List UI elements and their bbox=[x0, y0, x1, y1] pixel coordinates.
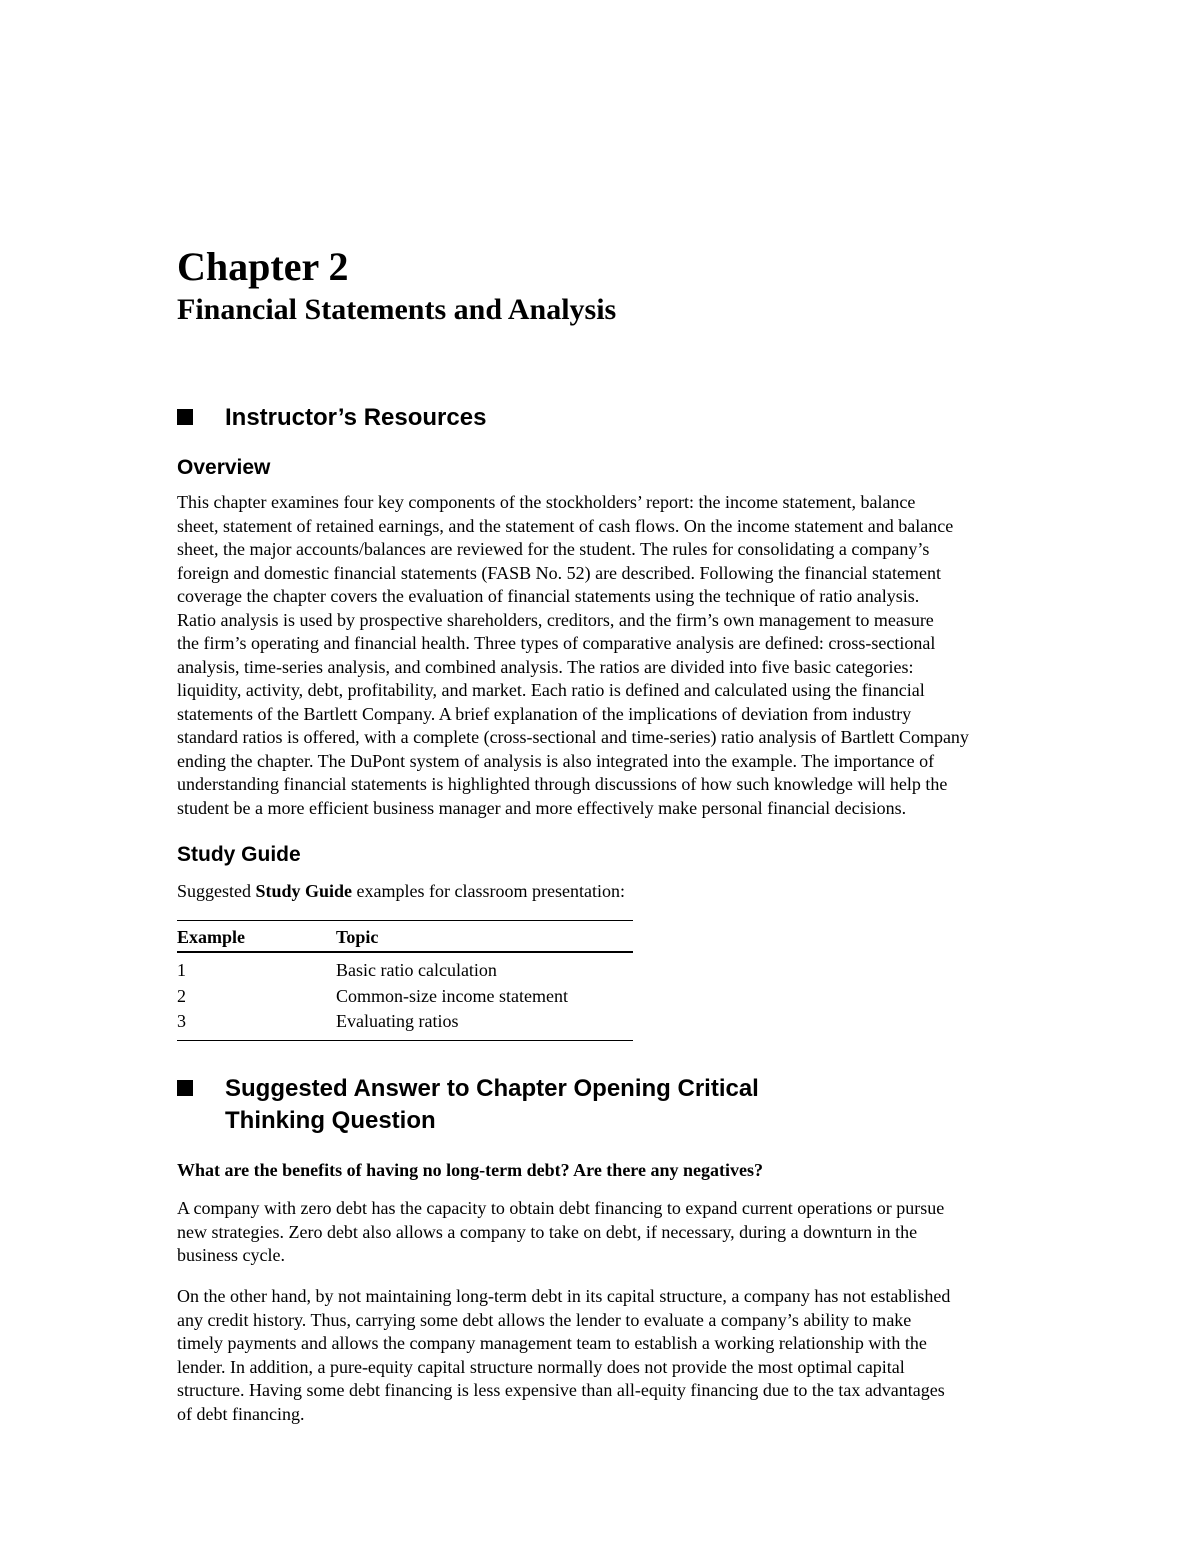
document-page bbox=[177, 0, 1107, 1553]
critical-thinking-question: What are the benefits of having no long-term debt? Are there any negatives? bbox=[177, 1160, 763, 1180]
paragraph-line: Ratio analysis is used by prospective shareholders, creditors, and the firm’s own management to measure bbox=[177, 609, 934, 630]
section-heading-text bbox=[225, 1073, 759, 1137]
overview-paragraph bbox=[177, 491, 1102, 820]
study-guide-intro bbox=[177, 880, 1102, 904]
table-row bbox=[177, 1009, 633, 1040]
paragraph-line: foreign and domestic financial statements (FASB No. 52) are described. Following the financial statement bbox=[177, 562, 941, 583]
section-heading-critical-thinking bbox=[177, 1073, 759, 1137]
study-guide-heading: Study Guide bbox=[177, 843, 301, 866]
paragraph-line: standard ratios is offered, with a complete (cross-sectional and time-series) ratio analysis of Bartlett Company bbox=[177, 727, 969, 747]
paragraph-line: sheet, statement of retained earnings, and the statement of cash flows. On the income statement and balance bbox=[177, 515, 954, 536]
paragraph-line: structure. Having some debt financing is less expensive than all-equity financing due to the tax advantages bbox=[177, 1380, 945, 1400]
chapter-number: Chapter 2 bbox=[177, 244, 349, 289]
paragraph-line: A company with zero debt has the capacity to obtain debt financing to expand current operations or pursue bbox=[177, 1198, 945, 1218]
paragraph-line: This chapter examines four key components of the stockholders’ report: the income statement, balance bbox=[177, 492, 916, 512]
study-guide-table bbox=[177, 920, 633, 1041]
section-heading-text: Instructor’s Resources bbox=[225, 404, 487, 431]
paragraph-line: On the other hand, by not maintaining long-term debt in its capital structure, a company has not established bbox=[177, 1286, 951, 1306]
paragraph-line: coverage the chapter covers the evaluation of financial statements using the technique of ratio analysis. bbox=[177, 586, 920, 606]
table-cell-topic: Evaluating ratios bbox=[336, 1009, 633, 1040]
study-guide-intro-bold: Study Guide bbox=[255, 881, 353, 901]
study-guide-intro-prefix: Suggested bbox=[177, 881, 256, 901]
table-cell-example: 3 bbox=[177, 1009, 336, 1040]
paragraph-line: understanding financial statements is highlighted through discussions of how such knowledge will help the bbox=[177, 774, 948, 794]
table-header-topic: Topic bbox=[336, 921, 633, 953]
table-row bbox=[177, 984, 633, 1010]
table-cell-example: 2 bbox=[177, 985, 186, 1006]
paragraph-line: the firm’s operating and financial health. Three types of comparative analysis are defined: cross-sectional bbox=[177, 633, 936, 653]
paragraph-line: statements of the Bartlett Company. A brief explanation of the implications of deviation from industry bbox=[177, 703, 912, 724]
chapter-title: Financial Statements and Analysis bbox=[177, 293, 617, 326]
section-heading-line-2: Thinking Question bbox=[225, 1107, 436, 1134]
answer-paragraph-2 bbox=[177, 1285, 1102, 1426]
square-bullet-icon bbox=[177, 409, 193, 425]
paragraph-line: ending the chapter. The DuPont system of analysis is also integrated into the example. The importance of bbox=[177, 750, 935, 771]
paragraph-line: of debt financing. bbox=[177, 1403, 305, 1424]
paragraph-line: student be a more efficient business manager and more effectively make personal financial decisions. bbox=[177, 797, 907, 818]
overview-heading: Overview bbox=[177, 456, 271, 479]
paragraph-line: business cycle. bbox=[177, 1245, 285, 1265]
table-row bbox=[177, 952, 633, 984]
paragraph-line: any credit history. Thus, carrying some debt allows the lender to evaluate a company’s ability to make bbox=[177, 1309, 912, 1330]
table-cell-topic: Common-size income statement bbox=[336, 985, 568, 1006]
table-cell-topic: Basic ratio calculation bbox=[336, 960, 497, 980]
table-header-example: Example bbox=[177, 921, 336, 953]
section-heading-instructors-resources bbox=[177, 402, 486, 434]
answer-paragraph-1 bbox=[177, 1197, 1102, 1268]
paragraph-line: timely payments and allows the company management team to establish a working relationship with the bbox=[177, 1333, 927, 1353]
table-cell-example: 1 bbox=[177, 960, 186, 980]
paragraph-line: lender. In addition, a pure-equity capital structure normally does not provide the most optimal capital bbox=[177, 1356, 905, 1377]
paragraph-line: new strategies. Zero debt also allows a company to take on debt, if necessary, during a downturn in the bbox=[177, 1221, 918, 1242]
table-header-row bbox=[177, 921, 633, 953]
paragraph-line: sheet, the major accounts/balances are reviewed for the student. The rules for consolidating a company’s bbox=[177, 539, 930, 559]
section-heading-line-1: Suggested Answer to Chapter Opening Critical bbox=[225, 1075, 759, 1102]
paragraph-line: analysis, time-series analysis, and combined analysis. The ratios are divided into five basic categories: bbox=[177, 656, 914, 677]
square-bullet-icon bbox=[177, 1080, 193, 1096]
paragraph-line: liquidity, activity, debt, profitability, and market. Each ratio is defined and calculated using the financial bbox=[177, 680, 925, 700]
study-guide-intro-suffix: examples for classroom presentation: bbox=[352, 881, 625, 901]
